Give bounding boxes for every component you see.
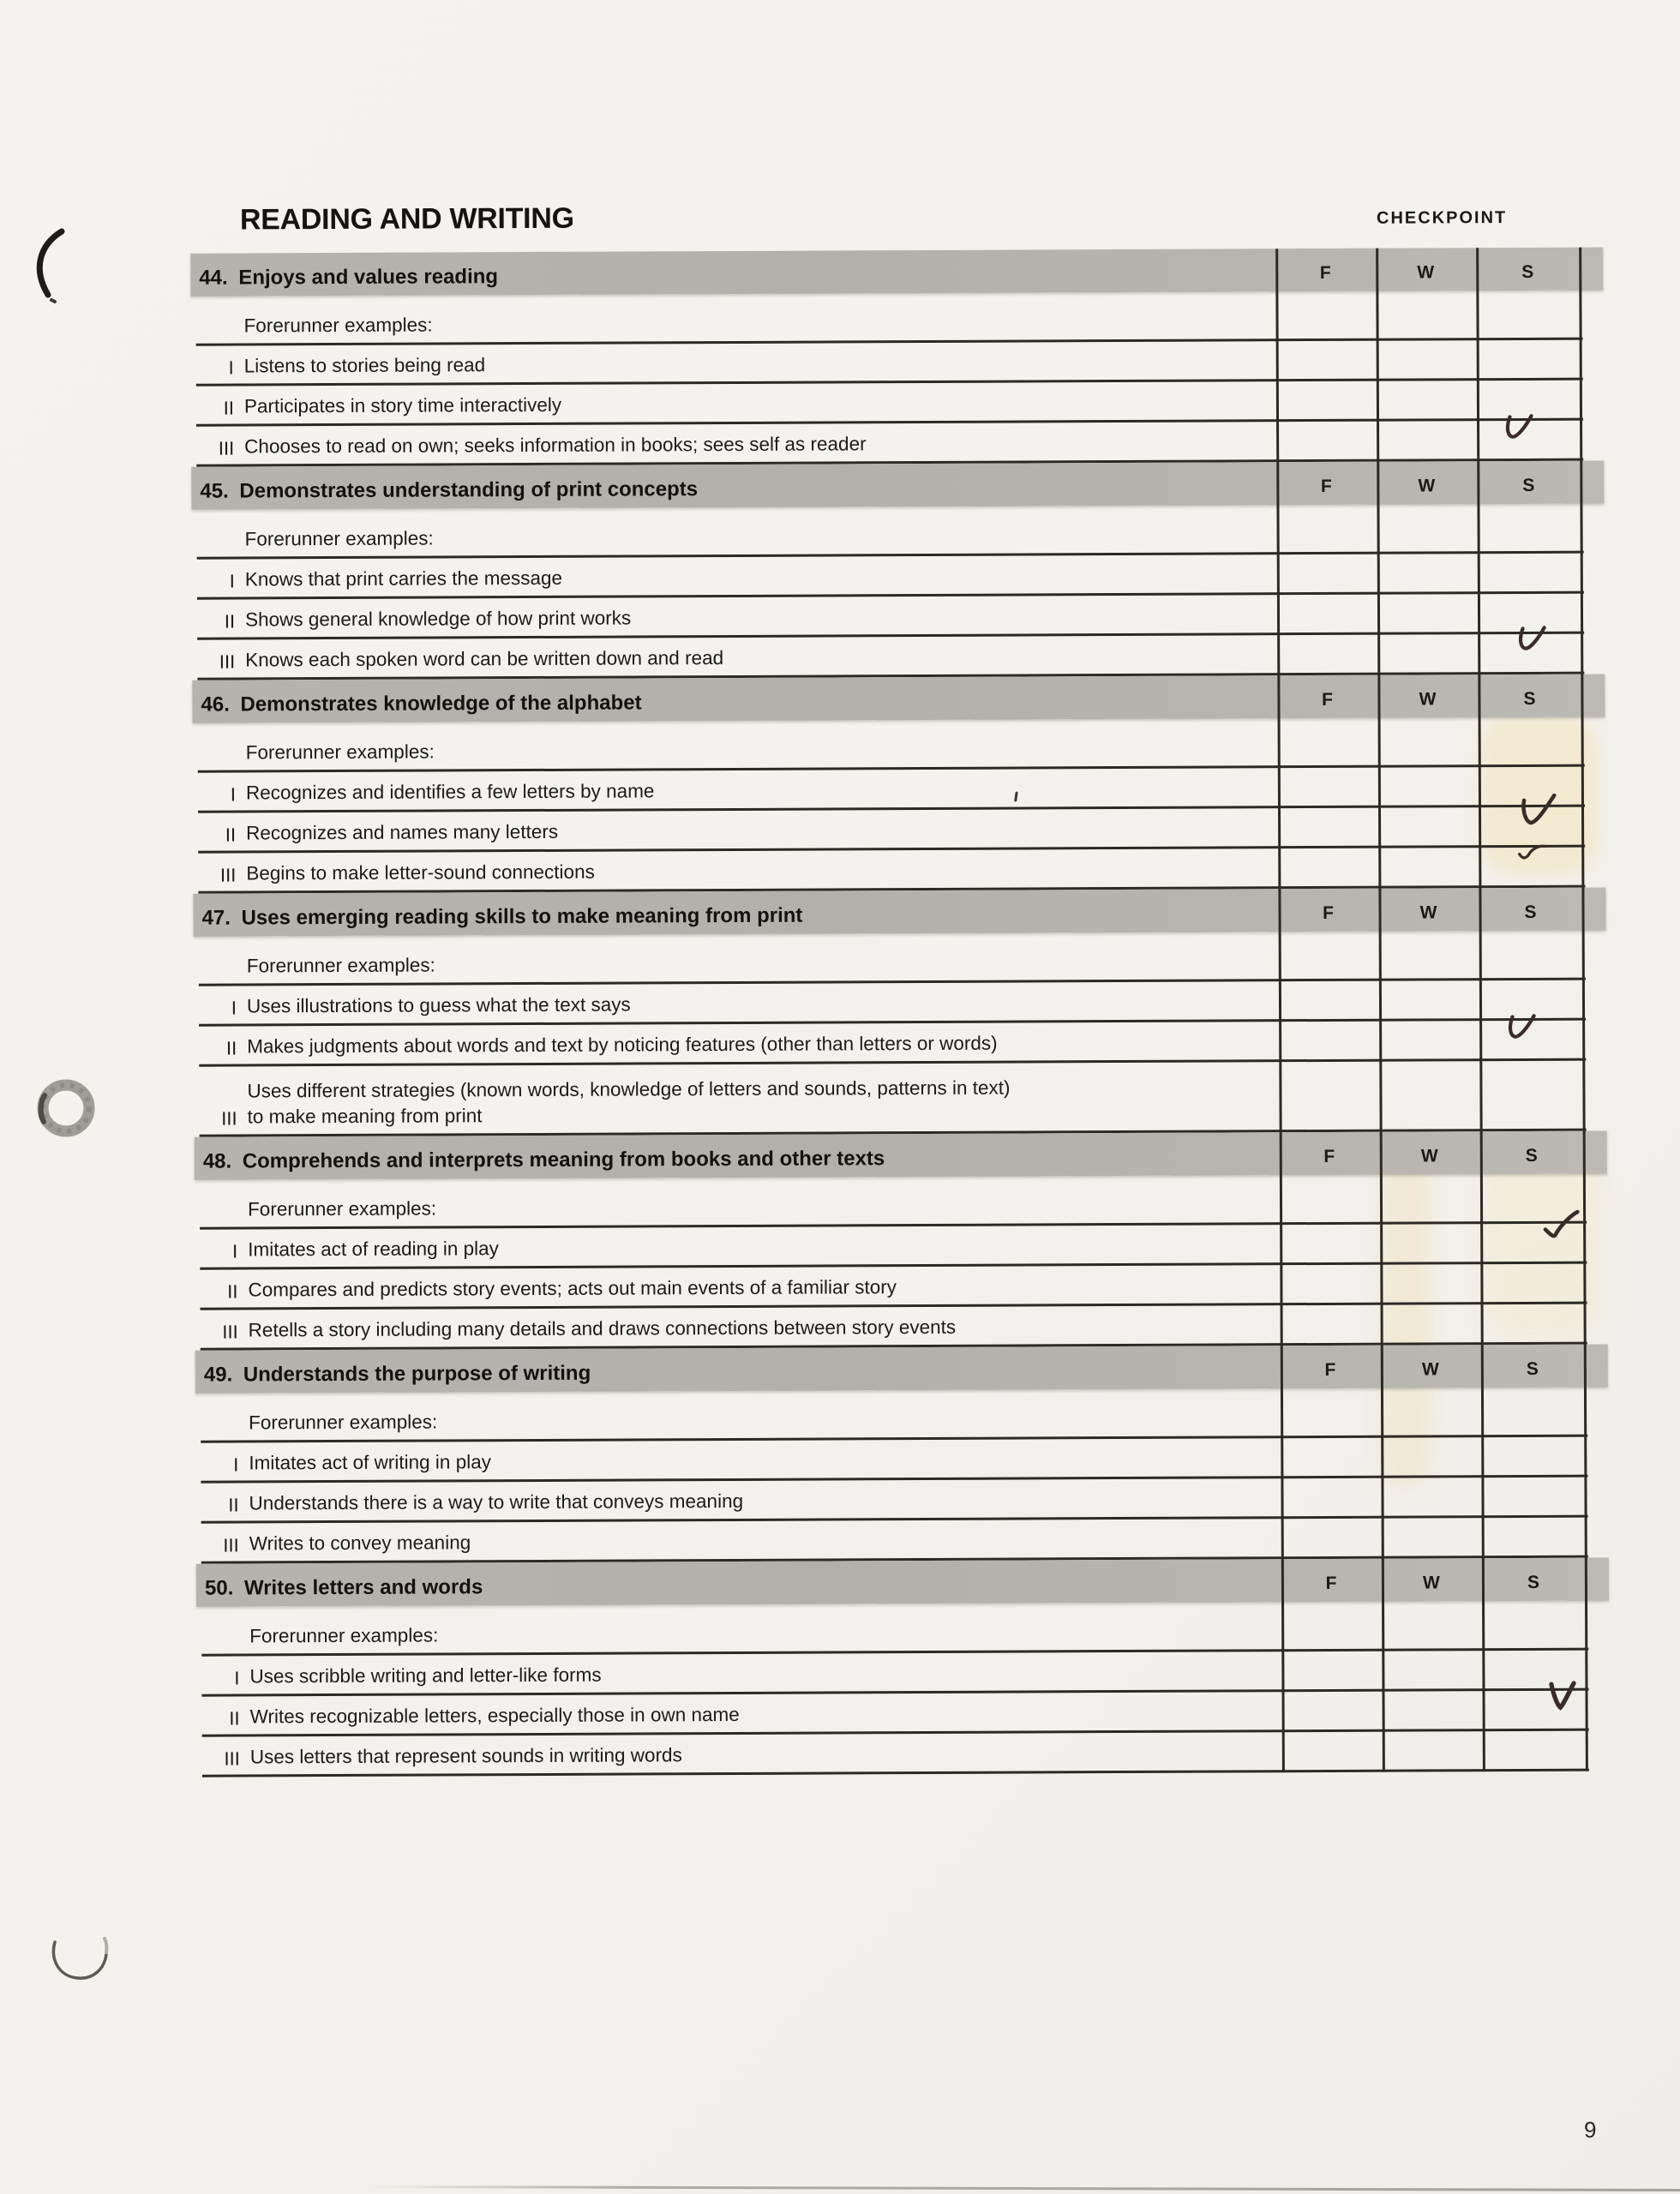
item-number: 48. [202, 1149, 232, 1173]
item-title: Enjoys and values reading [238, 265, 499, 290]
indicator-row [197, 594, 1584, 640]
item-header-bar [196, 1558, 1609, 1607]
column-header-f: F [1321, 689, 1333, 710]
column-header-s: S [1524, 902, 1537, 922]
item-header-bar [195, 1131, 1607, 1180]
column-header-w: W [1417, 262, 1435, 283]
forerunner-label: Forerunner examples: [245, 740, 435, 764]
indicator-row [201, 1304, 1587, 1351]
indicator-text: Listens to stories being read [243, 354, 486, 377]
item-header-bar [191, 461, 1604, 510]
indicator-row [198, 767, 1585, 813]
column-header-w: W [1422, 1573, 1440, 1593]
item-title: Demonstrates knowledge of the alphabet [240, 691, 642, 716]
indicator-text-line2: to make meaning from print [247, 1105, 483, 1128]
indicator-row [196, 421, 1583, 467]
indicator-text: Imitates act of writing in play [249, 1451, 492, 1474]
indicator-row [196, 381, 1583, 427]
forerunner-label: Forerunner examples: [244, 527, 434, 550]
level-numeral: III [224, 1747, 240, 1770]
indicator-row [202, 1731, 1589, 1777]
item-header-bar [190, 248, 1603, 297]
column-header-w: W [1419, 689, 1437, 710]
checkpoint-header-label: CHECKPOINT [1376, 208, 1508, 228]
item-header-bar [195, 1345, 1608, 1394]
level-numeral: I [228, 357, 234, 379]
item-number: 44. [199, 266, 228, 290]
level-numeral: II [225, 824, 237, 846]
forerunner-label: Forerunner examples: [249, 1411, 438, 1434]
indicator-row [202, 1691, 1589, 1737]
item-header-bar [192, 674, 1605, 723]
indicator-row [201, 1518, 1588, 1564]
level-numeral: I [232, 1240, 238, 1262]
indicator-text: Recognizes and identifies a few letters by name [245, 780, 655, 804]
forerunner-row [195, 291, 1582, 346]
level-numeral: I [229, 570, 235, 592]
forerunner-row [201, 1601, 1588, 1657]
column-header-s: S [1526, 1358, 1539, 1379]
item-number: 49. [203, 1363, 233, 1387]
item-title: Uses emerging reading skills to make meaning from print [241, 903, 803, 930]
assessment-table [195, 248, 1591, 1777]
indicator-text: Knows each spoken word can be written down and read [245, 647, 724, 671]
indicator-text: Uses scribble writing and letter-like forms [249, 1663, 602, 1687]
indicator-row [197, 554, 1584, 600]
indicator-row [199, 980, 1586, 1027]
forerunner-row [199, 931, 1586, 986]
level-numeral: I [234, 1667, 240, 1689]
indicator-row [200, 1264, 1587, 1310]
indicator-row [198, 848, 1585, 894]
column-header-w: W [1421, 1359, 1439, 1380]
level-numeral: III [219, 864, 237, 886]
forerunner-label: Forerunner examples: [247, 1197, 437, 1220]
indicator-row [196, 340, 1583, 387]
level-numeral: III [219, 650, 236, 673]
indicator-row [197, 634, 1584, 680]
level-numeral: II [227, 1280, 238, 1303]
column-header-s: S [1527, 1572, 1540, 1592]
column-header-f: F [1324, 1359, 1336, 1380]
level-numeral: III [218, 437, 235, 459]
forerunner-row [198, 717, 1585, 773]
indicator-text: Writes recognizable letters, especially those in own name [249, 1703, 740, 1728]
level-numeral: II [229, 1707, 240, 1729]
indicator-text: Understands there is a way to write that conveys meaning [249, 1490, 744, 1514]
column-header-w: W [1420, 1146, 1438, 1166]
level-numeral: II [225, 1037, 237, 1059]
column-header-f: F [1320, 476, 1332, 496]
level-numeral: III [221, 1107, 237, 1130]
indicator-text: Retells a story including many details and draws connections between story events [248, 1316, 957, 1341]
indicator-text: Uses illustrations to guess what the text says [246, 993, 631, 1017]
indicator-text: Chooses to read on own; seeks information in books; sees self as reader [244, 433, 867, 458]
indicator-row [201, 1437, 1587, 1484]
indicator-text: Begins to make letter-sound connections [246, 860, 595, 884]
indicator-row [199, 1061, 1586, 1137]
indicator-text: Participates in story time interactively [243, 393, 562, 417]
forerunner-label: Forerunner examples: [246, 954, 435, 977]
level-numeral: II [224, 610, 236, 632]
level-numeral: I [231, 997, 237, 1019]
level-numeral: II [223, 397, 235, 419]
indicator-row [201, 1478, 1587, 1524]
item-number: 47. [201, 906, 231, 930]
indicator-row [200, 1224, 1587, 1270]
column-header-s: S [1523, 688, 1536, 709]
indicator-text: Uses letters that represent sounds in writing words [249, 1744, 682, 1768]
forerunner-label: Forerunner examples: [249, 1624, 439, 1647]
indicator-text: Writes to convey meaning [249, 1532, 471, 1555]
level-numeral: I [230, 783, 236, 806]
column-header-s: S [1525, 1145, 1538, 1166]
item-title: Writes letters and words [243, 1575, 483, 1600]
column-header-f: F [1325, 1573, 1337, 1593]
forerunner-label: Forerunner examples: [243, 314, 433, 337]
column-header-s: S [1522, 475, 1535, 495]
indicator-text: Knows that print carries the message [244, 566, 563, 590]
item-number: 50. [204, 1576, 234, 1600]
column-header-f: F [1323, 902, 1335, 923]
level-numeral: III [222, 1321, 238, 1343]
indicator-row [201, 1651, 1588, 1697]
indicator-text: Compares and predicts story events; acts out main events of a familiar story [248, 1276, 897, 1301]
forerunner-row [200, 1174, 1587, 1230]
column-header-f: F [1323, 1146, 1335, 1166]
indicator-text: Makes judgments about words and text by noticing features (other than letters or words) [247, 1032, 998, 1058]
forerunner-row [196, 504, 1583, 560]
page-title: READING AND WRITING [239, 201, 574, 237]
indicator-text: Shows general knowledge of how print works [244, 607, 632, 631]
indicator-text: Uses different strategies (known words, knowledge of letters and sounds, patterns in text) to make meaning from print [247, 1076, 1011, 1128]
level-numeral: I [233, 1454, 239, 1476]
column-header-w: W [1419, 902, 1437, 923]
indicator-text: Recognizes and names many letters [246, 820, 559, 844]
column-header-w: W [1418, 476, 1436, 496]
indicator-row [198, 807, 1585, 854]
item-title: Comprehends and interprets meaning from books and other texts [242, 1147, 885, 1173]
page-number: 9 [1584, 2117, 1597, 2143]
item-number: 46. [201, 692, 230, 716]
item-header-bar [193, 888, 1605, 937]
item-title: Understands the purpose of writing [243, 1361, 591, 1387]
column-header-f: F [1319, 262, 1331, 283]
level-numeral: III [223, 1534, 239, 1556]
indicator-row [199, 1021, 1586, 1067]
item-number: 45. [200, 479, 229, 503]
level-numeral: II [228, 1494, 239, 1516]
column-header-s: S [1521, 261, 1534, 282]
forerunner-row [201, 1388, 1587, 1443]
indicator-text: Imitates act of reading in play [248, 1238, 499, 1261]
item-title: Demonstrates understanding of print concepts [239, 477, 699, 503]
